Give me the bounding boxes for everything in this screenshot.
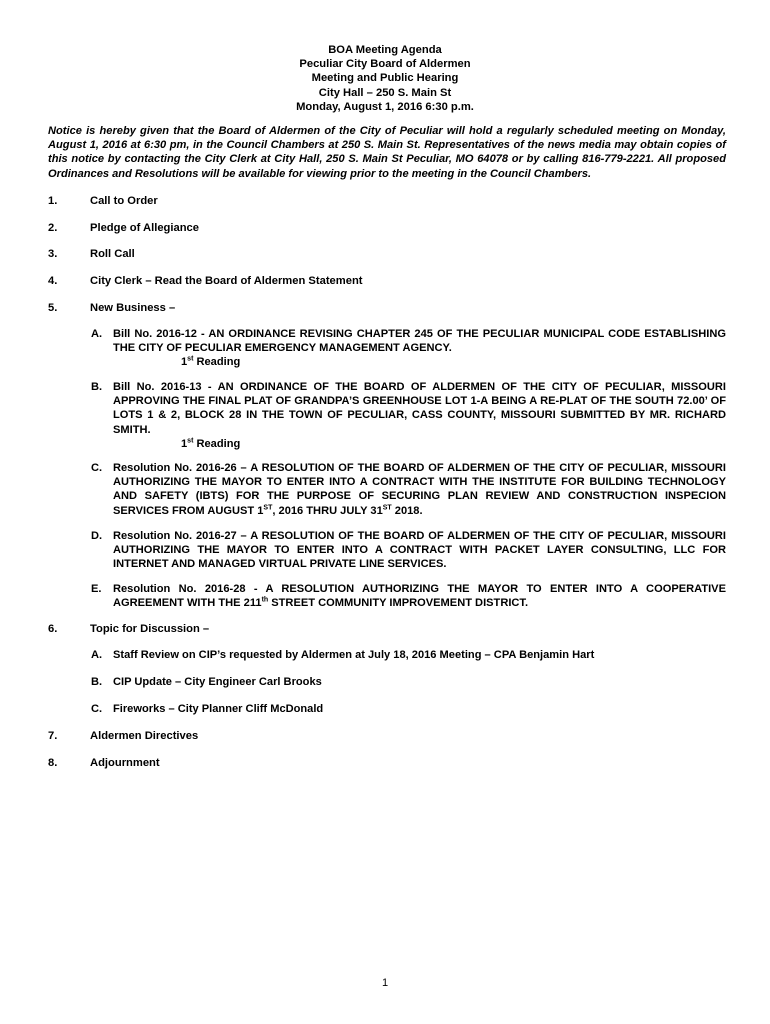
header-date: Monday, August 1, 2016 6:30 p.m.	[296, 100, 474, 113]
item-text: Roll Call	[90, 248, 135, 260]
item-number: 6.	[48, 623, 58, 635]
sub-item-text: Fireworks – City Planner Cliff McDonald	[113, 703, 324, 715]
sub-item-text: Bill No. 2016-12 - AN ORDINANCE REVISING CHAPTER 245 OF THE PECULIAR MUNICIPAL CODE ESTABLISHING THE CITY OF PECULIAR EMERGENCY MANAGEMENT AGENCY.	[113, 328, 726, 355]
item-text: Aldermen Directives	[90, 730, 199, 742]
header-title: BOA Meeting Agenda	[328, 44, 442, 56]
new-business-item	[91, 529, 726, 572]
reading-label: 1st Reading	[181, 437, 241, 450]
sub-item-letter: B.	[91, 381, 103, 393]
item-text: Call to Order	[90, 195, 158, 207]
new-business-item	[91, 380, 726, 451]
header-location: City Hall – 250 S. Main St	[318, 86, 452, 99]
discussion-item	[91, 702, 726, 716]
sub-item-letter: C.	[91, 703, 103, 715]
sub-item-text: Resolution No. 2016-26 – A RESOLUTION OF THE BOARD OF ALDERMEN OF THE CITY OF PECULIAR, MISSOURI AUTHORIZING THE MAYOR TO ENTER INTO A CONTRACT WITH THE INSTITUTE FOR BUILDING TECHNOLOGY AND SAFETY (IBTS) FOR THE PURPOSE OF SECURING PLAN REVIEW AND CONSTRUCTION INSPECION SERVICES FROM AUGUST 1ST, 2016 THRU JULY 31ST 2018.	[113, 462, 726, 517]
item-number: 8.	[48, 757, 58, 769]
item-text: City Clerk – Read the Board of Aldermen Statement	[90, 275, 363, 287]
sub-item-letter: D.	[91, 530, 103, 542]
sub-item-letter: C.	[91, 462, 103, 474]
item-text: Topic for Discussion –	[90, 623, 210, 635]
new-business-item	[91, 461, 726, 518]
item-number: 4.	[48, 275, 58, 287]
item-number: 1.	[48, 195, 58, 207]
sub-item-text: Staff Review on CIP’s requested by Aldermen at July 18, 2016 Meeting – CPA Benjamin Hart	[113, 649, 595, 661]
new-business-item	[91, 327, 726, 370]
page-number: 1	[381, 977, 389, 989]
header-meeting-type: Meeting and Public Hearing	[311, 72, 459, 85]
sub-item-letter: B.	[91, 676, 103, 688]
discussion-item	[91, 648, 726, 662]
sub-item-letter: E.	[91, 583, 102, 595]
reading-label: 1st Reading	[181, 355, 241, 369]
item-number: 7.	[48, 730, 58, 742]
item-text: Adjournment	[90, 757, 160, 769]
header-board: Peculiar City Board of Aldermen	[299, 58, 471, 71]
item-text: New Business –	[90, 302, 176, 314]
item-number: 5.	[48, 302, 58, 314]
sub-item-letter: A.	[91, 328, 103, 340]
sub-item-letter: A.	[91, 649, 103, 661]
sub-item-text: Resolution No. 2016-28 - A RESOLUTION AUTHORIZING THE MAYOR TO ENTER INTO A COOPERATIVE AGREEMENT WITH THE 211th STREET COMMUNITY IMPROVEMENT DISTRICT.	[113, 583, 726, 610]
sub-item-text: Resolution No. 2016-27 – A RESOLUTION OF THE BOARD OF ALDERMEN OF THE CITY OF PECULIAR, MISSOURI AUTHORIZING THE MAYOR TO ENTER INTO A CONTRACT WITH PACKET LAYER CONSULTING, LLC FOR INTERNET AND MANAGED VIRTUAL PRIVATE LINE SERVICES.	[113, 530, 726, 571]
item-number: 2.	[48, 222, 58, 234]
discussion-item	[91, 675, 726, 689]
meeting-notice: Notice is hereby given that the Board of Aldermen of the City of Peculiar will hold a regularly scheduled meeting on Monday, August 1, 2016 at 6:30 pm, in the Council Chambers at 250 S. Main St. Representatives of the news media may obtain copies of this notice by contacting the City Clerk at City Hall, 250 S. Main St Peculiar, MO 64078 or by calling 816-779-2221. All proposed Ordinances and Resolutions will be available for viewing prior to the meeting in the Council Chambers.	[48, 125, 726, 180]
sub-item-text: CIP Update – City Engineer Carl Brooks	[113, 676, 322, 688]
new-business-item	[91, 582, 726, 610]
item-number: 3.	[48, 248, 58, 260]
item-text: Pledge of Allegiance	[90, 222, 200, 234]
sub-item-text: Bill No. 2016-13 - AN ORDINANCE OF THE BOARD OF ALDERMEN OF THE CITY OF PECULIAR, MISSOURI APPROVING THE FINAL PLAT OF GRANDPA’S GREENHOUSE LOT 1-A BEING A RE-PLAT OF THE SOUTH 72.00’ OF LOTS 1 & 2, BLOCK 28 IN THE TOWN OF PECULIAR, CASS COUNTY, MISSOURI SUBMITTED BY MR. RICHARD SMITH.	[113, 381, 726, 436]
agenda-header	[0, 43, 770, 114]
